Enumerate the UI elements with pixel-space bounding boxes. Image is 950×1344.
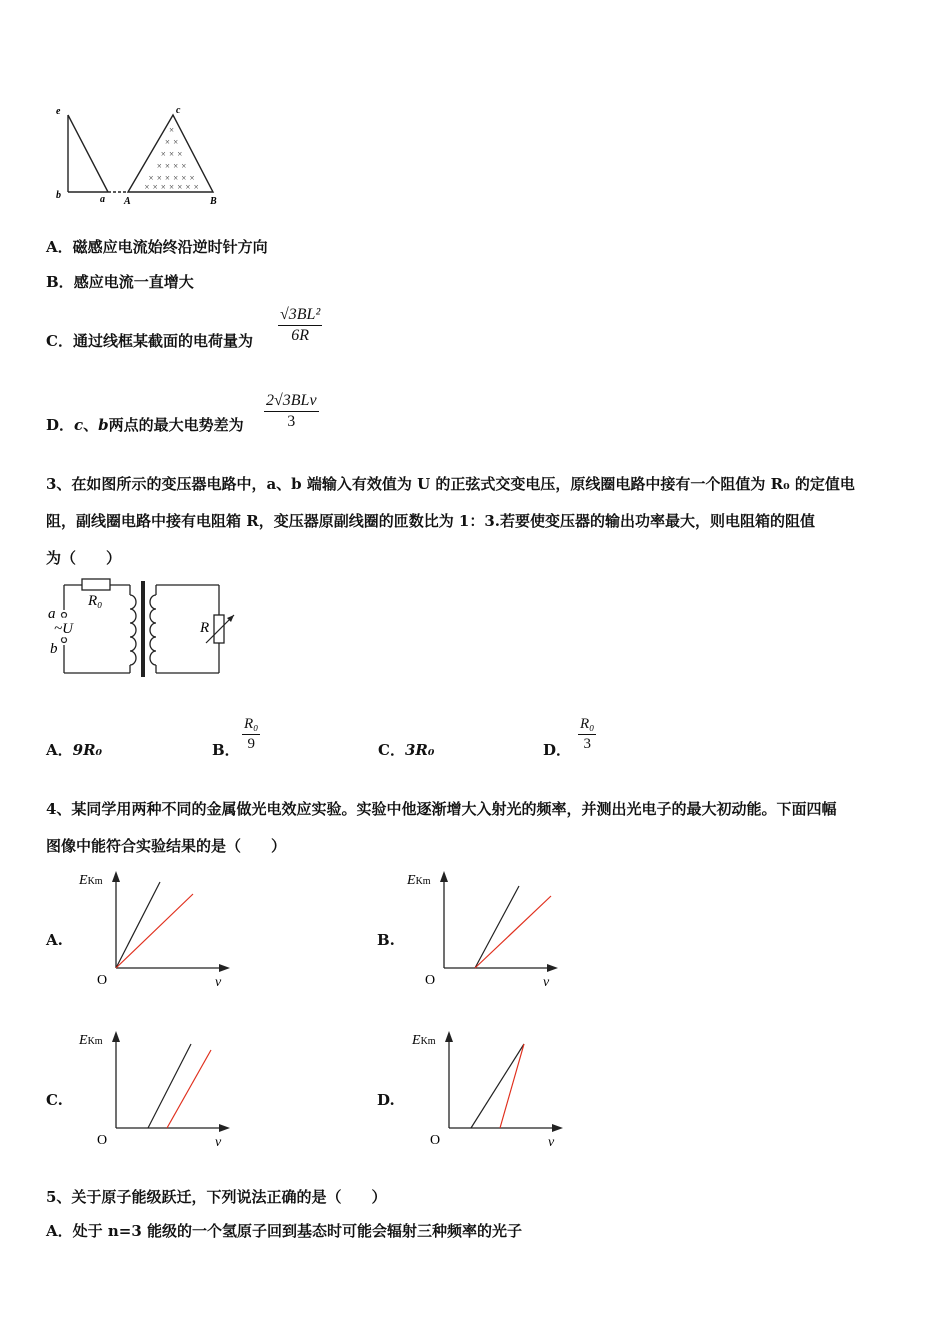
x-axis-arrow (547, 964, 558, 972)
graph-D (408, 1028, 568, 1153)
q4-line2: 图像中能符合实验结果的是（ ） (46, 837, 287, 855)
option-C-fraction: $\frac{\text{√3BL²}}{6R}$ (280, 306, 321, 344)
y-axis-label-sub: Km (415, 876, 431, 887)
q3-line2: 阻，副线圈电路中接有电阻箱 R，变压器原副线圈的匝数比为 1：3.若要使变压器的输出功率最大，则电阻箱的阻值 (46, 512, 816, 530)
label-R: R (200, 620, 210, 636)
q4-option-C-label: C. (46, 1091, 63, 1109)
q5-option-A: A．处于 n=3 能级的一个氢原子回到基态时可能会辐射三种频率的光子 (46, 1222, 522, 1240)
field-x-mark: × (164, 137, 170, 147)
origin-label: O (97, 1133, 108, 1148)
y-axis-label: EKm (407, 873, 431, 888)
y-axis-label-sub: Km (87, 1036, 103, 1047)
q3-option-B-fraction: $\frac{\text{R₀}}{9}$ (244, 716, 259, 752)
q3-line1: 3、在如图所示的变压器电路中，a、b 端输入有效值为 U 的正弦式交变电压，原线圈电路中接有一个阻值为 R₀ 的定值电 (46, 475, 855, 493)
label-a-terminal: a (48, 606, 56, 622)
field-x-mark: × (173, 161, 179, 171)
y-axis-label: EKm (79, 873, 103, 888)
field-x-mark: × (156, 173, 162, 183)
field-x-mark: × (169, 149, 175, 159)
field-x-mark: × (189, 173, 195, 183)
option-A: A．磁感应电流始终沿逆时针方向 (46, 238, 268, 256)
triangle-loop-figure (48, 100, 228, 210)
graph-B (403, 868, 563, 993)
y-axis-arrow (112, 1031, 120, 1042)
q3-option-D-fraction: $\frac{\text{R₀}}{3}$ (580, 716, 595, 752)
field-x-mark: × (148, 173, 154, 183)
x-axis-label: v (548, 1135, 555, 1150)
field-x-mark: × (181, 173, 187, 183)
q4-line1: 4、某同学用两种不同的金属做光电效应实验。实验中他逐渐增大入射光的频率，并测出光电子的最大初动能。下面四幅 (46, 800, 837, 818)
y-axis-label-sub: Km (87, 876, 103, 887)
origin-label: O (97, 973, 108, 988)
origin-label: O (425, 973, 436, 988)
field-x-mark: × (152, 182, 158, 192)
q3-option-C: C．3R₀ (378, 741, 435, 759)
label-R0: R₀ (88, 593, 103, 609)
q3-option-B: B． (212, 741, 240, 759)
field-x-mark: × (144, 182, 150, 192)
field-x-mark: × (173, 137, 179, 147)
q4-option-B-label: B. (377, 931, 395, 949)
y-axis-label: EKm (79, 1033, 103, 1048)
option-C: C．通过线框某截面的电荷量为 (46, 332, 253, 350)
q4-option-A-label: A. (46, 931, 63, 949)
field-x-mark: × (169, 182, 175, 192)
field-x-mark: × (177, 182, 183, 192)
field-x-mark: × (164, 161, 170, 171)
x-axis-label: v (215, 975, 222, 990)
y-axis-label: EKm (412, 1033, 436, 1048)
y-axis-arrow (445, 1031, 453, 1042)
transformer-circuit (44, 575, 254, 680)
x-axis-label: v (215, 1135, 222, 1150)
label-A: A (124, 196, 131, 207)
y-axis-arrow (112, 871, 120, 882)
x-axis-arrow (219, 1124, 230, 1132)
field-x-mark: × (181, 161, 187, 171)
x-axis-arrow (552, 1124, 563, 1132)
field-x-mark: × (164, 173, 170, 183)
label-U: ~U (54, 621, 73, 637)
field-x-mark: × (193, 182, 199, 192)
graph-A (75, 868, 235, 993)
field-x-mark: × (185, 182, 191, 192)
q3-option-D: D． (543, 741, 572, 759)
label-B: B (210, 196, 217, 207)
origin-label: O (430, 1133, 441, 1148)
label-c: c (176, 105, 181, 116)
graph-C (75, 1028, 235, 1153)
y-axis-arrow (440, 871, 448, 882)
q3-line3: 为（ ） (46, 549, 122, 567)
label-a: a (100, 194, 105, 205)
field-x-mark: × (160, 182, 166, 192)
field-x-mark: × (160, 149, 166, 159)
q4-option-D-label: D. (377, 1091, 395, 1109)
x-axis-label: v (543, 975, 550, 990)
q3-option-A: A．9R₀ (46, 741, 103, 759)
option-B: B．感应电流一直增大 (46, 273, 194, 291)
field-x-mark: × (177, 149, 183, 159)
label-e: e (56, 106, 61, 117)
field-x-mark: × (169, 125, 175, 135)
option-D-fraction: 2√3BLv 3 (266, 392, 317, 430)
q5-line1: 5、关于原子能级跃迁，下列说法正确的是（ ） (46, 1188, 387, 1206)
x-axis-arrow (219, 964, 230, 972)
y-axis-label-sub: Km (420, 1036, 436, 1047)
field-x-mark: × (156, 161, 162, 171)
label-b-terminal: b (50, 641, 58, 657)
option-D: D．c、b两点的最大电势差为 (46, 416, 244, 434)
field-x-mark: × (173, 173, 179, 183)
label-b: b (56, 190, 61, 201)
